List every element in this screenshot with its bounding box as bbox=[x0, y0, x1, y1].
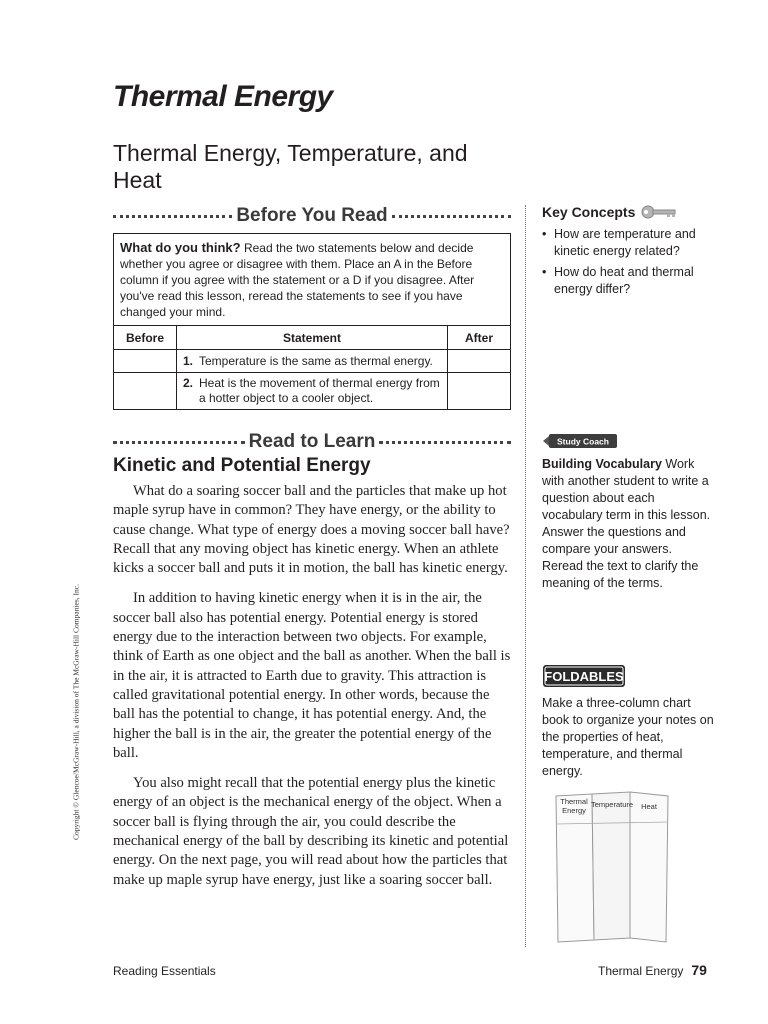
read-to-learn-banner bbox=[113, 430, 511, 454]
tab-heat: Heat bbox=[641, 802, 657, 811]
key-icon bbox=[641, 205, 677, 219]
list-item: • How do heat and thermal energy differ? bbox=[542, 264, 712, 297]
before-cell-1[interactable] bbox=[114, 350, 177, 373]
banner-label: Read to Learn bbox=[248, 431, 376, 452]
banner-dots-left bbox=[113, 441, 245, 444]
paragraph: You also might recall that the potential energy plus the kinetic energy of an object is the mechanical energy of the object. When a soccer ball is flying through the air, you could describe the mechanical energy of the ball by describing its kinetic and potential energy. On the next page, you will read about how the particles that make up maple syrup have energy, just like a soaring soccer ball. bbox=[113, 775, 509, 888]
anticipation-intro bbox=[114, 234, 510, 325]
column-divider bbox=[525, 205, 526, 947]
foldables-logo bbox=[543, 665, 625, 687]
after-cell-1[interactable] bbox=[448, 350, 511, 373]
study-coach-badge bbox=[543, 434, 617, 448]
list-item: • How are temperature and kinetic energy related? bbox=[542, 226, 712, 259]
key-concepts-list bbox=[542, 226, 712, 302]
study-coach-body: Work with another student to write a question about each vocabulary term in this lesson. Answer the questions and compare your answers. Reread the text to clarify the meaning of the terms. bbox=[542, 457, 711, 590]
chapter-title: Thermal Energy bbox=[113, 80, 333, 113]
statement-text: Heat is the movement of thermal energy from a hotter object to a cooler object. bbox=[199, 376, 440, 405]
study-coach-label: Study Coach bbox=[557, 436, 609, 447]
footer-book-title: Reading Essentials bbox=[113, 964, 216, 978]
banner-label: Before You Read bbox=[236, 205, 388, 226]
banner-dots-right bbox=[379, 441, 511, 444]
section-heading: Kinetic and Potential Energy bbox=[113, 455, 371, 476]
tab-thermal: Thermal Energy bbox=[560, 797, 588, 815]
key-concepts-label: Key Concepts bbox=[542, 204, 636, 220]
table-row bbox=[114, 350, 510, 373]
lesson-title: Thermal Energy, Temperature, and Heat bbox=[113, 140, 468, 193]
before-you-read-banner bbox=[113, 204, 511, 228]
col-header-statement: Statement bbox=[177, 326, 448, 350]
key-concepts-title bbox=[542, 204, 677, 220]
paragraph: What do a soaring soccer ball and the particles that make up hot maple syrup have in common? They have energy, or the ability to cause change. What type of energy does a moving soccer ball have? Recall that any moving object has kinetic energy. When an athlete kicks a soccer ball and puts it in motion, the ball has kinetic energy. bbox=[113, 483, 510, 577]
col-header-after: After bbox=[448, 326, 511, 350]
statement-text: Temperature is the same as thermal energy. bbox=[199, 353, 433, 368]
three-column-chart-sketch bbox=[552, 790, 672, 948]
before-cell-2[interactable] bbox=[114, 373, 177, 410]
prompt-text: Read the two statements below and decide whether you agree or disagree with them. Place an A in the Before column if you agree with the statement or a D if you disagree. After you've read this lesson, reread the statements to see if you have changed your mind. bbox=[120, 241, 475, 319]
copyright-notice: Copyright © Glencoe/McGraw-Hill, a division of The McGraw-Hill Companies, Inc. bbox=[71, 584, 81, 840]
study-coach-text bbox=[542, 456, 714, 592]
anticipation-guide bbox=[113, 233, 511, 410]
footer-chapter: Thermal Energy bbox=[598, 964, 684, 978]
paragraph: In addition to having kinetic energy when it is in the air, the soccer ball also has potential energy. Potential energy is stored energy due to the interaction between two objects. For example, think of Earth as one object and the ball as another. When the ball is in the air, it is attracted to Earth due to gravity. This attraction is called gravitational potential energy. In other words, because the ball has the potential to change, it has potential energy. And, the higher the ball is in the air, the greater the potential energy of the ball. bbox=[113, 590, 511, 761]
col-header-before: Before bbox=[114, 326, 177, 350]
statement-number: 2. bbox=[183, 376, 194, 390]
page-number: 79 bbox=[691, 962, 707, 978]
banner-dots-left bbox=[113, 215, 232, 218]
foldables-text: Make a three-column chart book to organize your notes on the properties of heat, temperature, and thermal energy. bbox=[542, 696, 714, 778]
banner-dots-right bbox=[392, 215, 511, 218]
tab-temperature: Temperature bbox=[590, 800, 634, 809]
table-row bbox=[114, 373, 510, 410]
statement-table bbox=[114, 325, 510, 409]
after-cell-2[interactable] bbox=[448, 373, 511, 410]
prompt-label: What do you think? bbox=[120, 240, 241, 255]
statement-number: 1. bbox=[183, 353, 194, 368]
footer-right bbox=[598, 962, 707, 978]
building-vocabulary-label: Building Vocabulary bbox=[542, 457, 662, 471]
foldables-logo-text: FOLDABLES bbox=[544, 669, 624, 684]
body-text bbox=[113, 482, 511, 901]
